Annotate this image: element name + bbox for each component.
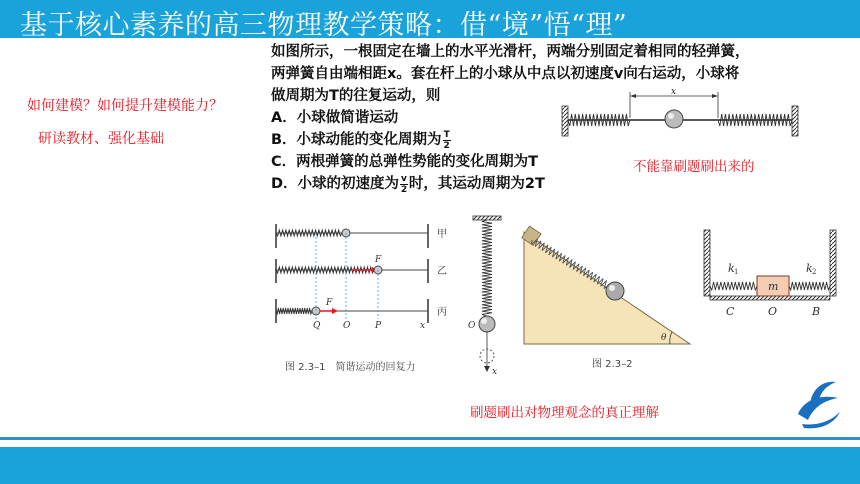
note-cannot-drill: 不能靠刷题刷出来的 — [633, 159, 755, 175]
vertical-spring — [482, 220, 492, 316]
spring-coil — [710, 282, 757, 290]
axis-x: x — [492, 367, 498, 377]
force-label: F — [375, 255, 382, 265]
problem-line: 做周期为T的往复运动，则 — [271, 88, 441, 104]
point-c: C — [726, 305, 735, 318]
right-wall — [792, 106, 798, 136]
figure-restoring-force — [270, 216, 460, 331]
mass-label: m — [768, 280, 779, 293]
option-a: A．小球做简谐运动 — [271, 110, 399, 126]
point-o: O — [468, 321, 476, 331]
left-wall — [562, 106, 568, 136]
right-wall — [830, 230, 836, 296]
distance-label: x — [671, 87, 677, 97]
figure-caption: 图 2.3–1 简谐运动的回复力 — [285, 362, 416, 373]
ceiling — [473, 216, 501, 220]
k2-label: k — [806, 262, 813, 275]
option-d-suffix: 时，其运动周期为2T — [408, 176, 545, 192]
option-c: C．两根弹簧的总弹性势能的变化周期为T — [271, 154, 539, 170]
slide-title: 基于核心素养的高三物理教学策略：借“境”悟“理” — [20, 10, 628, 41]
problem-line: 如图所示，一根固定在墙上的水平光滑杆，两端分别固定着相同的轻弹簧， — [271, 44, 750, 60]
note-true-understanding: 刷题刷出对物理观念的真正理解 — [470, 405, 659, 421]
fraction-denominator: 2 — [443, 140, 450, 151]
axis-arrow — [484, 366, 490, 372]
angle-label: θ — [661, 333, 667, 343]
spring-coil — [482, 220, 492, 316]
fraction-t-over-2 — [443, 130, 451, 151]
figure-vertical-spring — [465, 216, 515, 376]
row-label-yi: 乙 — [437, 266, 447, 277]
figure-incline — [520, 228, 695, 348]
ball — [479, 316, 495, 332]
ball — [665, 110, 683, 128]
footer-bar — [0, 447, 860, 484]
option-b-text: B．小球动能的变化周期为 — [271, 132, 442, 148]
bottom-divider — [0, 437, 860, 440]
row-label-bing: 丙 — [437, 307, 447, 318]
fraction-numerator: v — [401, 173, 407, 184]
ball — [606, 282, 624, 300]
fraction-numerator: T — [443, 129, 450, 140]
spring-k2 — [789, 282, 830, 290]
figure-caption: 图 2.3–2 — [592, 359, 633, 370]
option-d — [271, 173, 750, 195]
modeling-answer: 研读教材、强化基础 — [38, 131, 164, 147]
figure-mass-spring — [700, 228, 840, 320]
ball-highlight — [668, 113, 674, 119]
axis-label-o: O — [343, 321, 351, 331]
axis-label-p: P — [375, 321, 382, 331]
force-arrow-head — [332, 308, 338, 314]
spring-k1 — [710, 282, 757, 290]
arrow-head-left — [630, 94, 636, 98]
fraction-denominator: 2 — [400, 184, 408, 195]
title-bar — [0, 0, 860, 41]
option-d-text: D．小球的初速度为 — [271, 176, 400, 192]
k2-sub: 2 — [812, 268, 817, 276]
floor — [710, 296, 830, 300]
axis-label-q: Q — [313, 321, 321, 331]
school-logo-icon — [790, 374, 846, 430]
problem-line: 两弹簧自由端相距x。套在杆上的小球从中点以初速度v向右运动，小球将 — [271, 66, 740, 82]
point-b: B — [812, 305, 821, 318]
spring-coil — [789, 282, 830, 290]
left-wall — [704, 230, 710, 296]
k1-sub: 1 — [734, 268, 739, 276]
problem-spring-diagram — [560, 88, 800, 140]
point-o: O — [768, 305, 778, 318]
ball-highlight — [609, 285, 615, 291]
arrow-head-right — [712, 94, 718, 98]
row-label-jia: 甲 — [437, 229, 447, 240]
k1-label: k — [728, 262, 735, 275]
force-label: F — [326, 298, 333, 308]
modeling-question: 如何建模？如何提升建模能力？ — [27, 98, 223, 114]
fraction-v-over-2 — [400, 174, 408, 195]
axis-label-x: x — [420, 321, 426, 331]
ball-highlight — [481, 318, 487, 324]
